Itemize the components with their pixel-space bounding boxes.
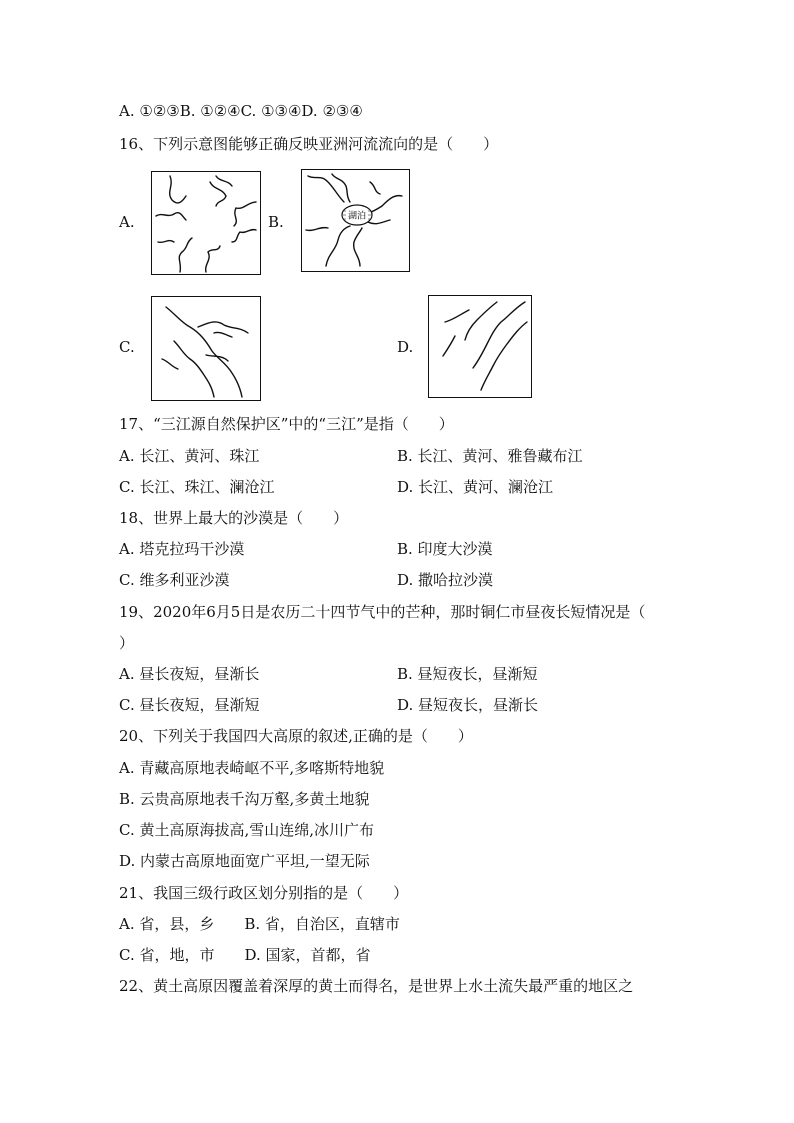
q17-option-a[interactable]: A. 长江、黄河、珠江	[119, 447, 260, 465]
q16-label-b: B.	[268, 213, 284, 231]
q21-stem: 21、我国三级行政区划分别指的是（ ）	[119, 884, 409, 902]
q18-option-d[interactable]: D. 撒哈拉沙漠	[397, 571, 494, 589]
q16-label-d: D.	[397, 338, 414, 356]
q21-options-line2[interactable]: C. 省，地，市 D. 国家，首都，省	[119, 946, 371, 964]
q16-map-a[interactable]	[151, 171, 261, 275]
map-b-rivers-figure	[302, 170, 409, 271]
q18-option-b[interactable]: B. 印度大沙漠	[397, 540, 493, 558]
q19-option-d[interactable]: D. 昼短夜长，昼渐长	[397, 696, 539, 714]
q17-option-d[interactable]: D. 长江、黄河、澜沧江	[397, 478, 554, 496]
q20-option-b[interactable]: B. 云贵高原地表千沟万壑,多黄土地貌	[119, 790, 370, 808]
q20-stem: 20、下列关于我国四大高原的叙述,正确的是（ ）	[119, 727, 473, 745]
q16-stem: 16、下列示意图能够正确反映亚洲河流流向的是（ ）	[119, 135, 499, 153]
q20-option-a[interactable]: A. 青藏高原地表崎岖不平,多喀斯特地貌	[119, 759, 385, 777]
q21-options-line1[interactable]: A. 省，县，乡 B. 省，自治区，直辖市	[119, 915, 400, 933]
q18-option-c[interactable]: C. 维多利亚沙漠	[119, 571, 230, 589]
q15-options: A. ①②③B. ①②④C. ①③④D. ②③④	[119, 102, 363, 120]
q17-stem: 17、“三江源自然保护区”中的“三江”是指（ ）	[119, 415, 454, 433]
q19-stem-line2: ）	[119, 634, 135, 652]
q22-stem: 22、黄土高原因覆盖着深厚的黄土而得名，是世界上水土流失最严重的地区之	[119, 977, 634, 995]
map-d-rivers-figure	[429, 296, 531, 397]
q16-label-a: A.	[119, 213, 135, 231]
map-a-rivers-figure	[152, 172, 260, 274]
q18-option-a[interactable]: A. 塔克拉玛干沙漠	[119, 540, 245, 558]
q19-option-a[interactable]: A. 昼长夜短，昼渐长	[119, 665, 260, 683]
q16-map-b[interactable]	[301, 169, 410, 272]
q16-label-c: C.	[119, 338, 135, 356]
q17-option-c[interactable]: C. 长江、珠江、澜沧江	[119, 478, 275, 496]
lake-label: 湖泊	[347, 211, 367, 222]
q17-option-b[interactable]: B. 长江、黄河、雅鲁藏布江	[397, 447, 583, 465]
q19-option-b[interactable]: B. 昼短夜长，昼渐短	[397, 665, 538, 683]
q20-option-d[interactable]: D. 内蒙古高原地面宽广平坦,一望无际	[119, 852, 370, 870]
q16-map-d[interactable]	[428, 295, 532, 398]
q20-option-c[interactable]: C. 黄土高原海拔高,雪山连绵,冰川广布	[119, 821, 375, 839]
q19-option-c[interactable]: C. 昼长夜短，昼渐短	[119, 696, 260, 714]
q19-stem-line1: 19、2020年6月5日是农历二十四节气中的芒种，那时铜仁市昼夜长短情况是（	[119, 603, 646, 621]
map-c-rivers-figure	[152, 297, 260, 400]
q16-map-c[interactable]	[151, 296, 261, 401]
q18-stem: 18、世界上最大的沙漠是（ ）	[119, 509, 349, 527]
